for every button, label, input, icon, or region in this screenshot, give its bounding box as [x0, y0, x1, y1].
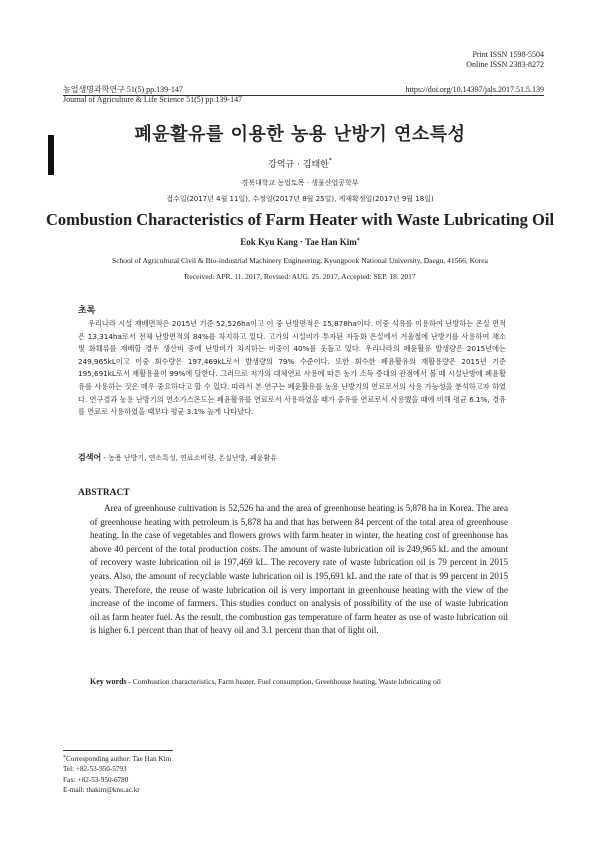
abstract-korean-text: 우리나라 시설 재배면적은 2015년 기준 52,526ha이고 이 중 난방면적은 15,878ha이다. 이중 석유를 이용하여 난방하는 온실 면적은 13,314ha로서 전체 난방면적의 84%를 차지하고 있다. 고가의 시설비가 투자된 자동화 온실에서 겨울철에 난방기를 사용하여 채소 및 화훼류를 재배할 경우 생산비 중에 난방비가 차지하는 비중이 40%를 웃돌고 있다. 우리나라의 폐윤활유 발생량은 2015년에는 249,965kL이고 이중 회수량은 197,469kL로서 발생량의 79% 수준이다. 또한 회수한 폐윤활유의 재활용량은 2015년 기준 195,691kL로서 재활용율이 99%에 달한다. 그러므로 저가의 대체연료 사용에 따른 농가 소득 증대의 관점에서 볼 때 시설난방에 폐윤활유를 사용하는 것은 매우 중요하다고 할 수 있다. 따라서 본 연구는 폐윤활유를 농용 난방기의 연료로서의 사용 가능성을 분석하고자 하였다. 연구결과 농용 난방기의 연소가스온도는 폐윤활유를 연료로서 사용하였을 때가 중유를 연료로서 사용했을 때에 비해 평균 6.1%, 경유를 연료로 사용하였을 때보다 평균 3.1% 높게 나타났다. — [78, 319, 506, 417]
title-english: Combustion Characteristics of Farm Heater with Waste Lubricating Oil — [45, 210, 555, 229]
authors-english-mark: * — [356, 238, 360, 244]
header-divider — [63, 95, 544, 96]
abstract-english-heading: ABSTRACT — [78, 488, 130, 498]
dates-english: Received: APR. 11. 2017, Revised: AUG. 25. 2017, Accepted: SEP. 18. 2017 — [184, 272, 416, 281]
keywords-english — [90, 677, 441, 686]
dates-korean: 접수일(2017년 4월 11일), 수정일(2017년 8월 25일), 게재확정일(2017년 9월 18일) — [166, 195, 434, 203]
journal-en: Journal of Agriculture & Life Science 51(5) pp.139-147 — [63, 95, 243, 104]
keywords-english-label: Key words — [90, 677, 127, 686]
keywords-korean-label: 검색어 — [78, 453, 102, 462]
keywords-korean-list: - 농용 난방기, 연소특성, 연료소비량, 온실난방, 폐윤활유 — [101, 454, 277, 462]
doi-link[interactable]: https://doi.org/10.14397/jals.2017.51.5.139 — [405, 85, 544, 94]
footnote — [63, 754, 171, 795]
fax: Fax: +82-53-950-6780 — [63, 775, 129, 784]
affiliation-korean: 경북대학교 농업토목 · 생물산업공학부 — [241, 179, 359, 187]
journal-ko: 농업생명과학연구 51(5) pp.139-147 — [63, 85, 183, 94]
authors-english — [0, 237, 600, 247]
print-issn: Print ISSN 1598-5504 — [472, 50, 544, 59]
corresponding-author — [63, 754, 171, 764]
affiliation-english: School of Agricultural Civil & Bio-industrial Machinery Engineering, Kyungpook National University, Daegu, 41566, Korea — [112, 256, 488, 265]
footnote-mark: * — [63, 755, 66, 761]
abstract-korean-heading: 초록 — [78, 306, 96, 316]
authors-english-names: Eok Kyu Kang · Tae Han Kim — [240, 237, 357, 247]
telephone: Tel: +82-53-950-5793 — [63, 765, 127, 774]
authors-korean — [0, 157, 600, 170]
authors-korean-mark: * — [328, 157, 332, 164]
title-korean: 폐윤활유를 이용한 농용 난방기 연소특성 — [134, 124, 466, 145]
online-issn: Online ISSN 2383-8272 — [466, 60, 544, 69]
keywords-english-list: - Combustion characteristics, Farm heater, Fuel consumption, Greenhouse heating, Waste lubricating oil — [126, 677, 441, 686]
email[interactable]: E-mail: thakim@knu.ac.kr — [63, 785, 140, 794]
corresponding-author-text: Corresponding author: Tae Han Kim — [66, 755, 172, 763]
abstract-english-text: Area of greenhouse cultivation is 52,526 ha and the area of greenhouse heating is 5,878 ha in Korea. The area of greenhouse heating with petroleum is 5,878 ha and that has between 84 percent of the total area of greenhouse heating. In the case of vegetables and flowers grows with farm heater in winter, the heating cost of greenhouse has above 40 percent of the total production costs. The amount of waste lubrication oil is 249,965 kL and the amount of recovery waste lubrication oil is 197,469 kL. The recovery rate of waste lubrication oil is 79 percent in 2015 years. Also, the amount of recyclable waste lubrication oil is 195,691 kL and the rate of that is 99 percent in 2015 years. Therefore, the reuse of waste lubrication oil is very important in greenhouse heating with the view of the increase of the income of farmers. This studies conduct on analysis of possibility of the use of waste lubrication oil as farm heater fuel. As the result, the combustion gas temperature of farm heater as use of waste lubrication oil is higher 6.1 percent than that of heavy oil and 3.1 percent than that of light oil. — [90, 503, 508, 636]
footnote-divider — [63, 750, 173, 751]
issn-block — [466, 50, 544, 70]
authors-korean-names: 강억규 · 김태한 — [268, 160, 329, 170]
keywords-korean — [78, 452, 277, 463]
